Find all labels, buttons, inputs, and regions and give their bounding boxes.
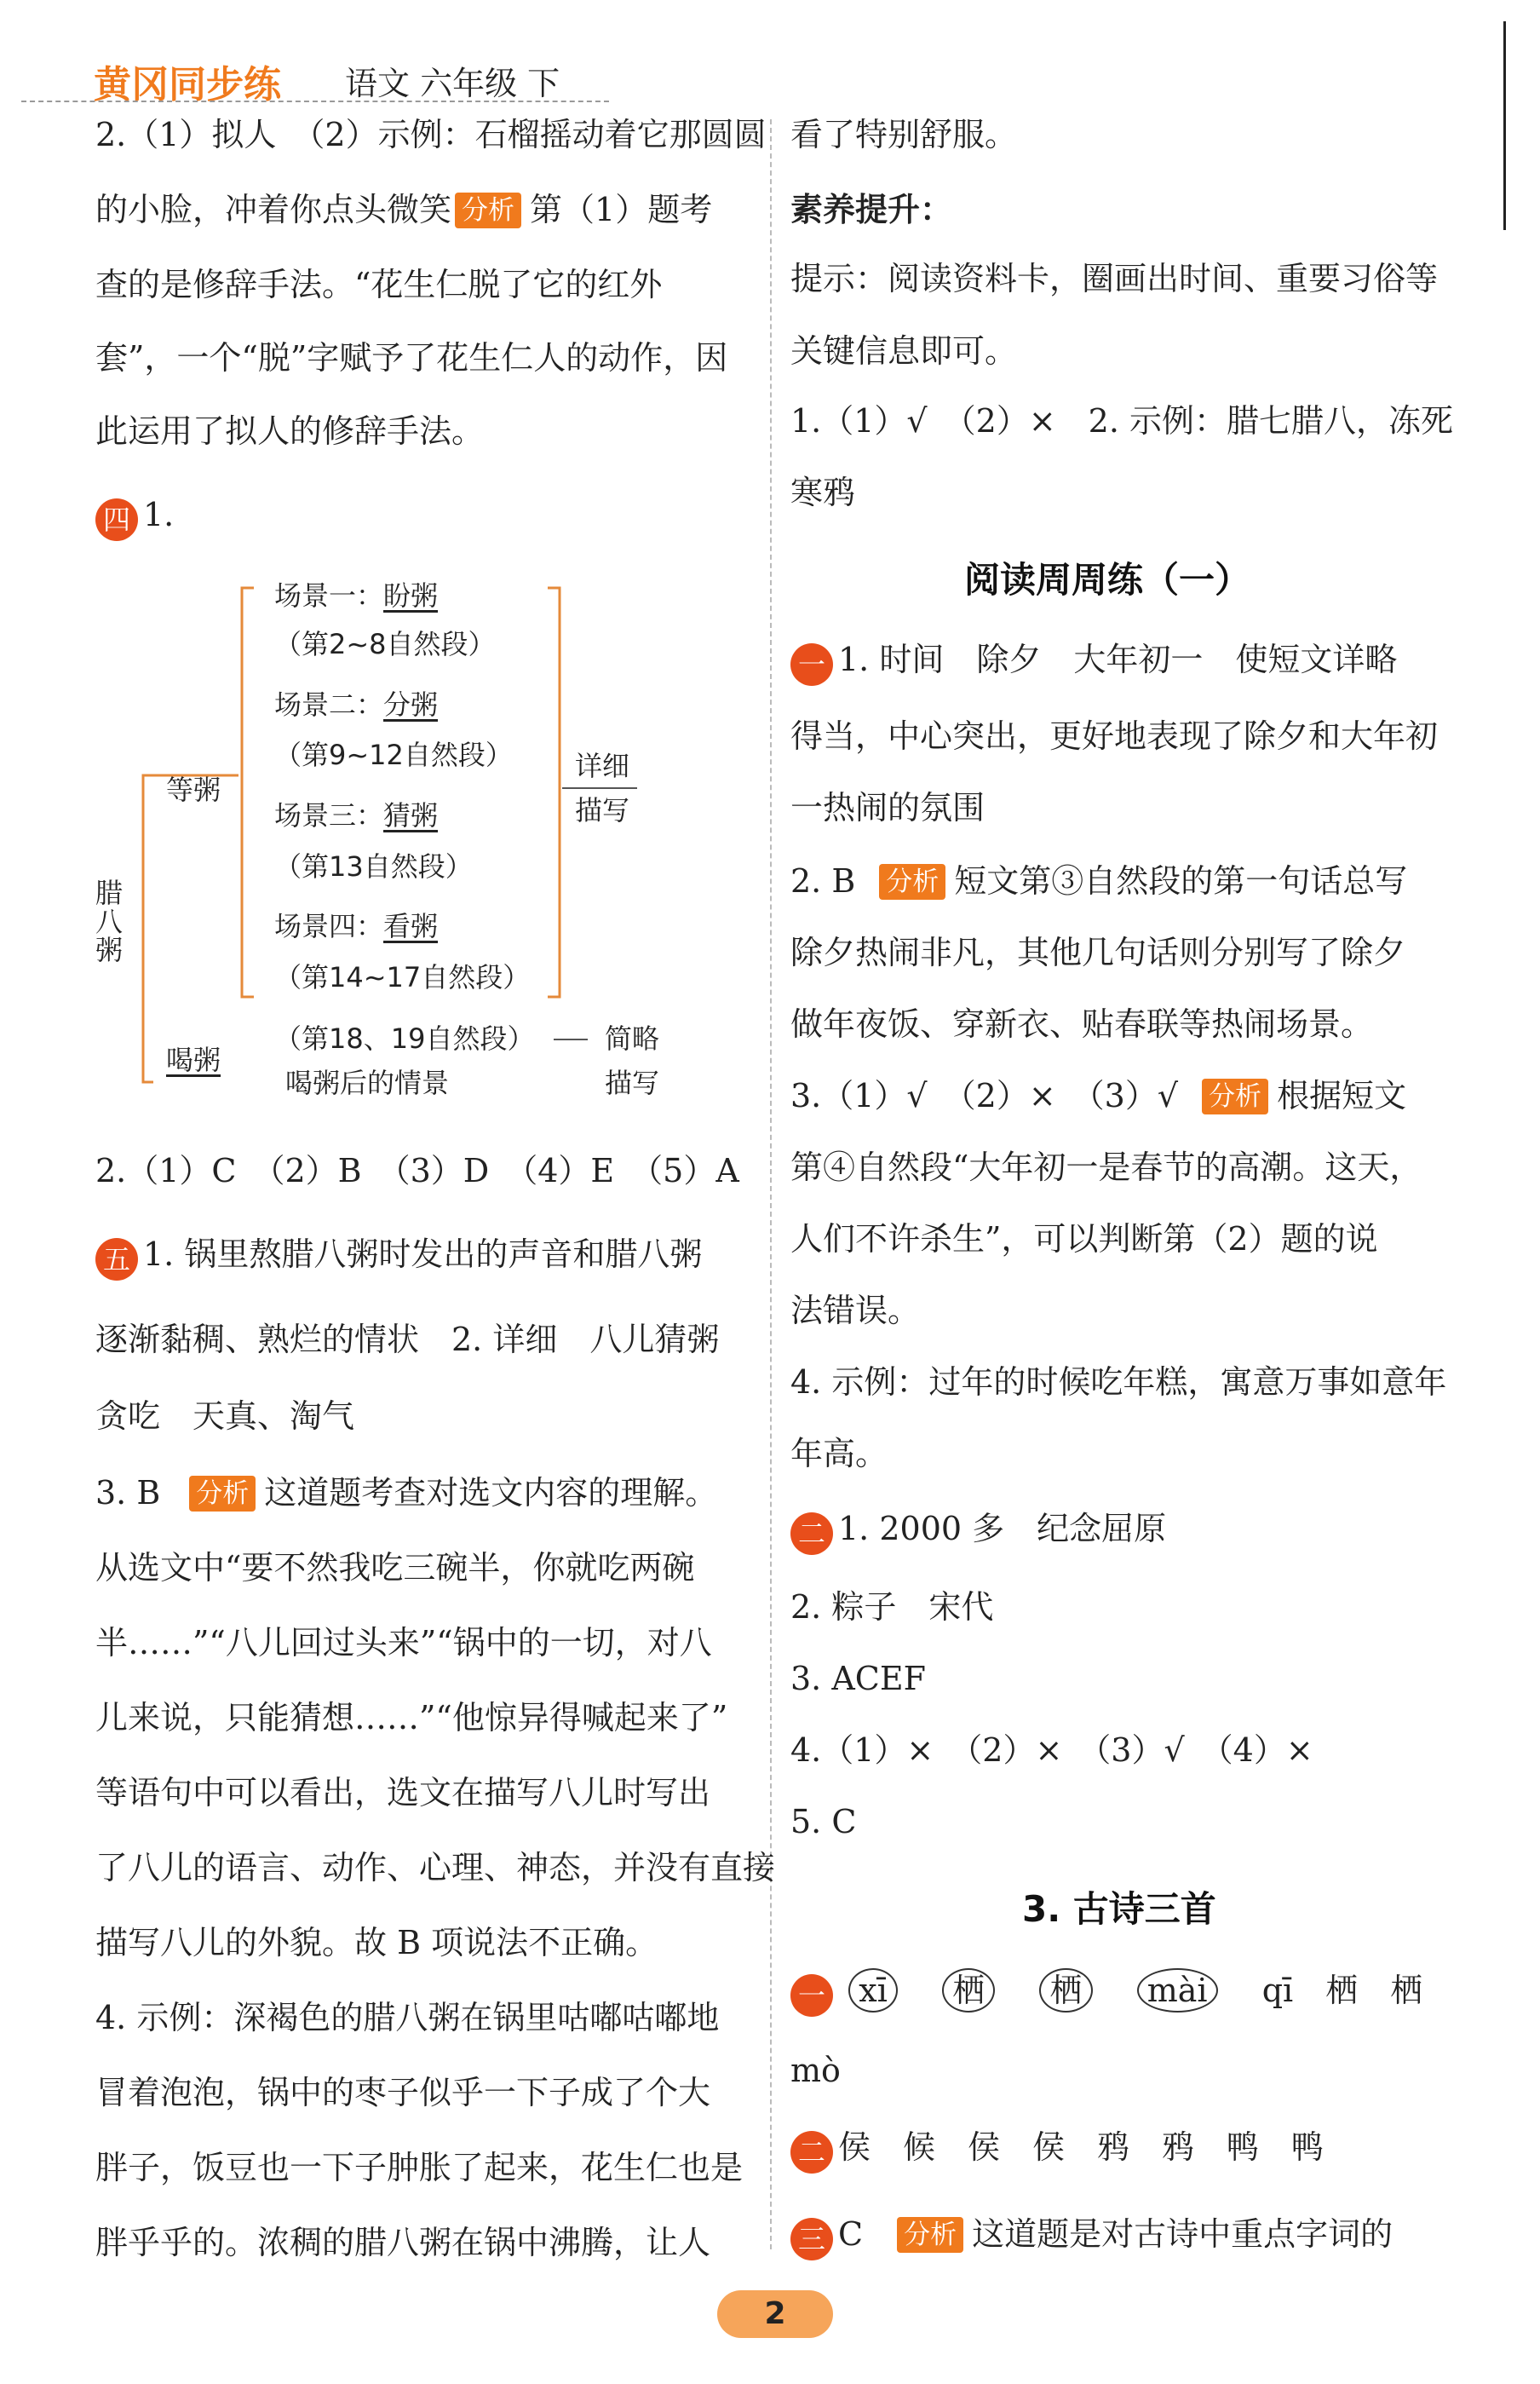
answer-text: 4. 示例：过年的时候吃年糕，寓意万事如意年 [790, 1363, 1447, 1401]
answer-text: 贪吃 天真、淘气 [95, 1397, 355, 1435]
answer-text: 1.（1）√ （2）× 2. 示例：腊七腊八，冻死 [790, 402, 1453, 440]
answer-text: 3. ACEF [790, 1660, 926, 1697]
answer-3: 3. B 分析 这道题考查对选文内容的理解。 [95, 1474, 718, 1512]
answer-text: 2. 粽子 宋代 [790, 1588, 994, 1626]
answer-2-choices: 2.（1）C （2）B （3）D （4）E （5）A [95, 1152, 739, 1189]
section-badge: 五 [95, 1238, 138, 1281]
column-divider [770, 119, 772, 2249]
quiz-2: 二 1. 2000 多 纪念屈原 [790, 1510, 1166, 1555]
analysis-text: 除夕热闹非凡，其他几句话则分别写了除夕 [790, 934, 1406, 971]
analysis-text: 等语句中可以看出，选文在描写八儿时写出 [95, 1774, 711, 1811]
circled-answer: 栖 [942, 1968, 995, 2013]
answer-text: 看了特别舒服。 [790, 116, 1018, 153]
section-4: 四 1. [95, 496, 174, 541]
diagram-wait: 等粥 [166, 774, 221, 806]
section-badge: 四 [95, 498, 138, 541]
subheading: 素养提升： [790, 191, 953, 228]
answer-text: 2. B 分析 短文第③自然段的第一句话总写 [790, 862, 1408, 900]
answer-4: 胖乎乎的。浓稠的腊八粥在锅中沸腾，让人 [95, 2224, 711, 2261]
analysis-text: 从选文中“要不然我吃三碗半，你就吃两碗 [95, 1549, 695, 1586]
diagram-drink: 喝粥 [166, 1044, 221, 1076]
scene-2-para: （第9~12自然段） [274, 739, 513, 771]
analysis-badge: 分析 [897, 2217, 963, 2253]
section-5: 五 1. 锅里熬腊八粥时发出的声音和腊八粥 [95, 1235, 702, 1281]
analysis-text: 此运用了拟人的修辞手法。 [95, 412, 485, 450]
analysis-text: 法错误。 [790, 1292, 921, 1329]
scene-3-para: （第13自然段） [274, 850, 473, 883]
analysis-text: 了八儿的语言、动作、心理、神态，并没有直接 [95, 1849, 776, 1886]
scene-4-para: （第14~17自然段） [274, 961, 531, 993]
scene-3: 场景三：猜粥 [274, 799, 439, 832]
answer-text: 关键信息即可。 [790, 332, 1018, 370]
diagram-root: 腊八粥 [95, 877, 124, 967]
analysis-text: 半……”“八儿回过头来”“锅中的一切，对八 [95, 1624, 712, 1661]
answer-4: 4. 示例：深褐色的腊八粥在锅里咕嘟咕嘟地 [95, 1999, 720, 2036]
answer-2-cont: 的小脸，冲着你点头微笑 分析 第（1）题考 [95, 191, 713, 228]
circled-answer: 栖 [1039, 1968, 1092, 2013]
analysis-text: 查的是修辞手法。“花生仁脱了它的红外 [95, 266, 663, 303]
analysis-text: 人们不许杀生”，可以判断第（2）题的说 [790, 1220, 1378, 1258]
analysis-badge: 分析 [455, 193, 521, 228]
answer-text: mò [790, 2052, 841, 2089]
section-badge: 一 [790, 643, 833, 686]
analysis-text: 描写八儿的外貌。故 B 项说法不正确。 [95, 1924, 658, 1961]
brief-label: 描写 [605, 1067, 660, 1099]
section-heading: 阅读周周练（一） [964, 559, 1251, 601]
answer-text: 得当，中心突出，更好地表现了除夕和大年初 [790, 717, 1439, 755]
answer-4: 冒着泡泡，锅中的枣子似乎一下子成了个大 [95, 2074, 711, 2111]
drink-para: （第18、19自然段） [274, 1022, 535, 1055]
drink-desc: 喝粥后的情景 [285, 1067, 450, 1099]
answer-text: 4.（1）× （2）× （3）√ （4）× [790, 1731, 1313, 1769]
page-edge-line [1503, 21, 1506, 230]
poem-q3: 三 C 分析 这道题是对古诗中重点字词的 [790, 2215, 1393, 2260]
answer-text: 寒鸦 [790, 474, 856, 511]
analysis-text: 做年夜饭、穿新衣、贴春联等热闹场景。 [790, 1005, 1374, 1043]
lesson-heading: 3. 古诗三首 [1022, 1888, 1216, 1930]
analysis-badge: 分析 [1202, 1079, 1268, 1114]
detail-label: 描写 [575, 794, 630, 826]
analysis-text: 套”，一个“脱”字赋予了花生仁人的动作，因 [95, 339, 728, 377]
answer-text: 提示：阅读资料卡，圈画出时间、重要习俗等 [790, 260, 1439, 297]
answer-text: 3.（1）√ （2）× （3）√ 分析 根据短文 [790, 1077, 1407, 1114]
analysis-text: 第④自然段“大年初一是春节的高潮。这天， [790, 1149, 1422, 1186]
analysis-badge: 分析 [189, 1476, 256, 1512]
detail-label: 详细 [575, 750, 630, 782]
page-number-pill [717, 2290, 833, 2338]
structure-diagram [85, 579, 698, 1125]
scene-4: 场景四：看粥 [274, 910, 439, 942]
answer-2: 2.（1）拟人 （2）示例：石榴摇动着它那圆圆 [95, 116, 767, 153]
poem-q2: 二 侯 候 侯 侯 鸦 鸦 鸭 鸭 [790, 2128, 1324, 2174]
analysis-badge: 分析 [879, 864, 945, 900]
answer-text: 逐渐黏稠、熟烂的情状 2. 详细 八儿猜粥 [95, 1321, 720, 1358]
header-rule [21, 101, 609, 102]
answer-4: 胖子，饭豆也一下子肿胀了起来，花生仁也是 [95, 2149, 744, 2186]
answer-text: 5. C [790, 1803, 857, 1840]
section-badge: 一 [790, 1974, 833, 2017]
section-badge: 二 [790, 1512, 833, 1555]
scene-1-para: （第2~8自然段） [274, 628, 496, 660]
header [21, 47, 618, 107]
quiz-1: 一 1. 时间 除夕 大年初一 使短文详略 [790, 641, 1397, 686]
circled-answer: mài [1137, 1968, 1218, 2013]
section-badge: 二 [790, 2131, 833, 2174]
answer-text: 一热闹的氛围 [790, 789, 985, 826]
header-subtitle: 语文 六年级 下 [345, 65, 560, 102]
scene-2: 场景二：分粥 [274, 688, 439, 721]
scene-1: 场景一：盼粥 [274, 579, 439, 612]
analysis-text: 儿来说，只能猜想……”“他惊异得喊起来了” [95, 1699, 728, 1736]
page-number: 2 [764, 2296, 786, 2331]
section-badge: 三 [790, 2218, 833, 2260]
answer-text: 年高。 [790, 1435, 888, 1472]
circled-answer: xī [848, 1968, 898, 2013]
poem-q1: 一 xī 栖 栖 mài qī 栖 栖 [790, 1968, 1422, 2017]
brand-logo: 黄冈同步练 [94, 63, 281, 107]
brief-label: 简略 [605, 1022, 660, 1055]
